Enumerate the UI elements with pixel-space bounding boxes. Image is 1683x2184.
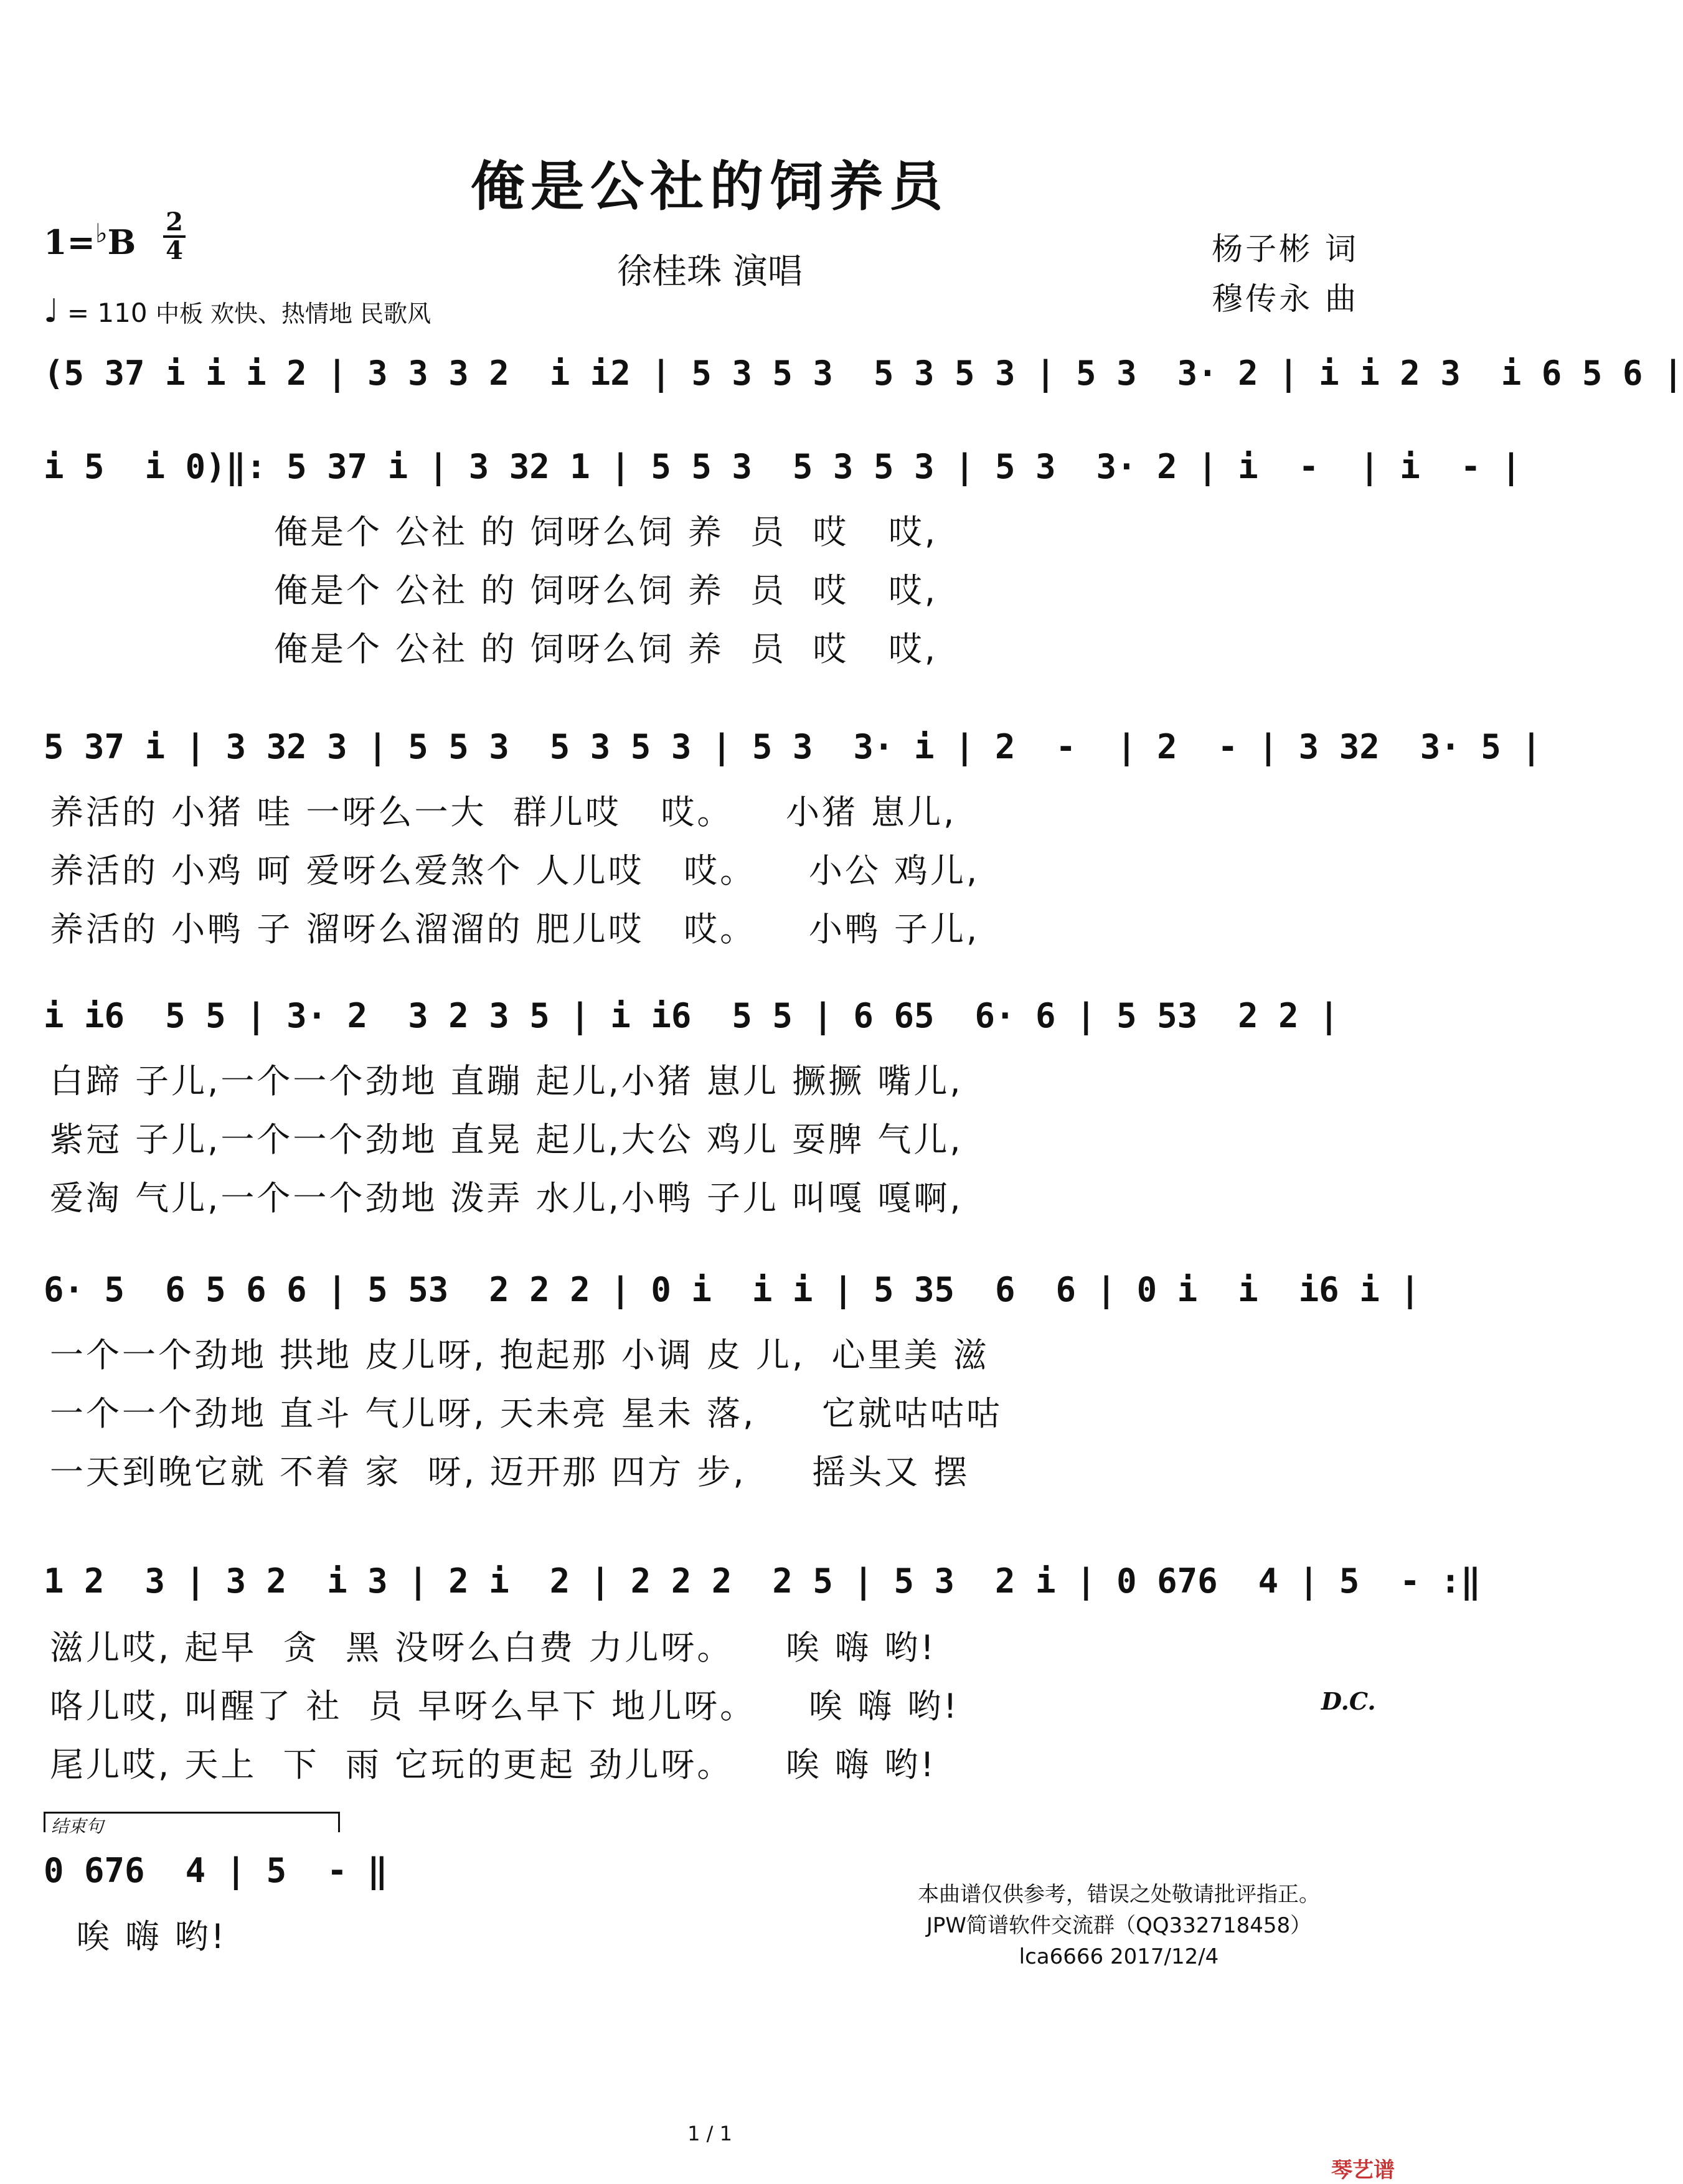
lyric-line: 爱淘 气儿,一个一个劲地 泼弄 水儿,小鸭 子儿 叫嘎 嘎啊, [50,1179,963,1218]
ending-row [44,1846,388,1896]
quarter-note-icon: ♩ [44,293,59,330]
ending-lyric: 唉 嗨 哟! [50,1917,227,1956]
notice-line: lca6666 2017/12/4 [1019,1944,1219,1969]
lyricist: 杨子彬 词 [1212,231,1359,267]
key-label: 1= [44,222,95,262]
score-row-3 [44,991,1376,1041]
score-row-2 [44,722,1542,772]
lyric-line: 俺是个 公社 的 饲呀么饲 养 员 哎 哎, [274,629,938,669]
notes-line: 5 37 i | 3 32 3 | 5 5 3 5 3 5 3 | 5 3 3· i | 2 - | 2 - | 3 32 3· 5 | [44,727,1542,766]
lyric-line: 咯儿哎, 叫醒了 社 员 早呀么早下 地儿呀。 唉 嗨 哟! [50,1687,959,1726]
composer: 穆传永 曲 [1212,281,1359,317]
notes-line: i i6 5 5 | 3· 2 3 2 3 5 | i i6 5 5 | 6 65 6· 6 | 5 53 2 2 | [44,996,1339,1035]
page-number: 1 / 1 [687,2122,732,2145]
page-title: 俺是公社的饲养员 [471,155,949,218]
lyric-line: 一天到晚它就 不着 家 呀, 迈开那 四方 步, 摇头又 摆 [50,1452,970,1492]
ending-notes: 0 676 4 | 5 - ‖ [44,1851,388,1890]
lyric-line: 滋儿哎, 起早 贪 黑 没呀么白费 力儿呀。 唉 嗨 哟! [50,1628,936,1667]
lyric-line: 养活的 小鸡 呵 爱呀么爱煞个 人儿哎 哎。 小公 鸡儿, [50,851,980,890]
time-top: 2 [166,207,183,237]
notes-line: (5 37 i i i 2 | 3 3 3 2 i i2 | 5 3 5 3 5 3 5 3 | 5 3 3· 2 | i i 2 3 i 6 5 6 | [44,354,1683,393]
notes-line: 6· 5 6 5 6 6 | 5 53 2 2 2 | 0 i i i | 5 35 6 6 | 0 i i i6 i | [44,1270,1420,1309]
time-bottom: 4 [166,236,183,265]
lyric-line: 俺是个 公社 的 饲呀么饲 养 员 哎 哎, [274,571,938,610]
lyric-line: 一个一个劲地 拱地 皮儿呀, 抱起那 小调 皮 儿, 心里美 滋 [50,1335,989,1375]
key-note: B [107,222,136,262]
tempo-marking [44,293,431,330]
lyric-line: 俺是个 公社 的 饲呀么饲 养 员 哎 哎, [274,512,938,552]
notes-line: 1 2 3 | 3 2 i 3 | 2 i 2 | 2 2 2 2 5 | 5 3 2 i | 0 676 4 | 5 - :‖ [44,1561,1481,1601]
notes-line: i 5 i 0)‖: 5 37 i | 3 32 1 | 5 5 3 5 3 5 3 | 5 3 3· 2 | i - | i - | [44,447,1522,486]
da-capo-mark: D.C. [1321,1687,1376,1715]
score-row-5 [44,1556,1481,1606]
score-row-4 [44,1265,1420,1315]
flat-symbol: ♭ [95,218,108,248]
singer: 徐桂珠 演唱 [617,252,803,292]
notice-line: 本曲谱仅供参考，错误之处敬请批评指正。 [918,1882,1320,1907]
lyric-line: 一个一个劲地 直斗 气儿呀, 天未亮 星未 落, 它就咕咕咕 [50,1394,1002,1433]
lyric-line: 养活的 小猪 哇 一呀么一大 群儿哎 哎。 小猪 崽儿, [50,793,957,832]
ending-label: 结束句 [51,1816,104,1837]
score-row-0 [44,349,1683,398]
lyric-line: 紫冠 子儿,一个一个劲地 直晃 起儿,大公 鸡儿 耍脾 气儿, [50,1120,963,1159]
notice-block [918,1879,1320,1972]
tempo-value: = 110 [67,298,148,328]
lyric-line: 养活的 小鸭 子 溜呀么溜溜的 肥儿哎 哎。 小鸭 子儿, [50,910,980,949]
lyric-line: 尾儿哎, 天上 下 雨 它玩的更起 劲儿呀。 唉 嗨 哟! [50,1745,936,1784]
lyric-line: 白蹄 子儿,一个一个劲地 直蹦 起儿,小猪 崽儿 撅撅 嘴儿, [50,1061,963,1101]
tempo-text: 中板 欢快、热情地 民歌风 [155,300,431,327]
score-row-1 [44,442,1522,492]
notice-line: JPW简谱软件交流群（QQ332718458） [926,1913,1312,1938]
brand-logo: 琴艺谱 [1331,2158,1395,2183]
